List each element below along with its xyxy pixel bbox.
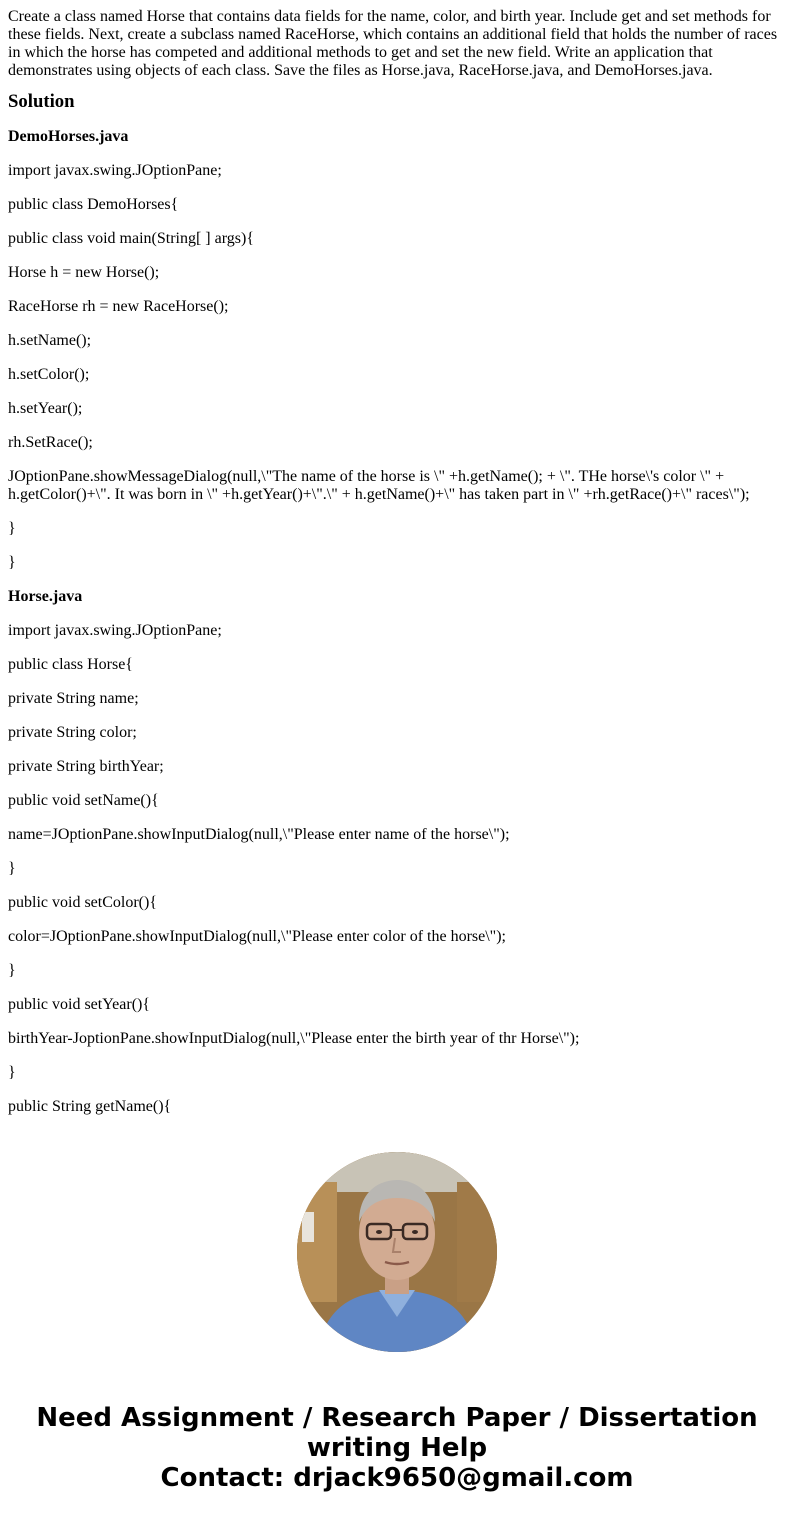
code-line: color=JOptionPane.showInputDialog(null,\"Please enter color of the horse\");	[8, 928, 506, 945]
code-line: public class Horse{	[8, 656, 133, 673]
code-line: name=JOptionPane.showInputDialog(null,\"Please enter name of the horse\");	[8, 826, 510, 843]
author-portrait-image	[297, 1152, 497, 1352]
code-line: birthYear-JoptionPane.showInputDialog(null,\"Please enter the birth year of thr Horse\");	[8, 1030, 580, 1047]
promo-avatar-block	[0, 1152, 794, 1352]
code-line: JOptionPane.showMessageDialog(null,\"The name of the horse is \" +h.getName(); + \". THe horse\'s color \" + h.getColor()+\". It was born in \" +h.getYear()+\".\" + h.getName()+\" has taken part in \" +rh.getRace()+\" races\");	[8, 468, 750, 503]
code-line: h.setName();	[8, 332, 92, 349]
code-line: }	[8, 520, 16, 537]
code-line: import javax.swing.JOptionPane;	[8, 162, 222, 179]
article-body	[8, 8, 786, 1122]
avatar	[297, 1152, 497, 1352]
code-line: }	[8, 860, 16, 877]
promo-headline	[0, 1403, 794, 1463]
code-line: }	[8, 962, 16, 979]
code-line: }	[8, 554, 16, 571]
code-line: private String color;	[8, 724, 137, 741]
question-text: Create a class named Horse that contains data fields for the name, color, and birth year. Include get and set methods for these fields. Next, create a subclass named RaceHorse, which contains an additional field that holds the number of races in which the horse has competed and additional methods to get and set the new field. Write an application that demonstrates using objects of each class. Save the files as Horse.java, RaceHorse.java, and DemoHorses.java.	[8, 8, 778, 79]
code-line: h.setYear();	[8, 400, 83, 417]
code-line: rh.SetRace();	[8, 434, 93, 451]
promo-contact: Contact: drjack9650@gmail.com	[160, 1463, 634, 1493]
promo-line-1: Need Assignment / Research Paper / Dissertation	[36, 1403, 758, 1433]
code-line: public void setYear(){	[8, 996, 151, 1013]
file-title-horse: Horse.java	[8, 588, 83, 605]
solution-heading: Solution	[8, 91, 75, 112]
code-line: Horse h = new Horse();	[8, 264, 160, 281]
code-line: }	[8, 1064, 16, 1081]
code-line: public class DemoHorses{	[8, 196, 179, 213]
code-line: public void setColor(){	[8, 894, 157, 911]
code-line: private String birthYear;	[8, 758, 164, 775]
file-title-demohorses: DemoHorses.java	[8, 128, 129, 145]
code-line: public String getName(){	[8, 1098, 172, 1115]
code-line: h.setColor();	[8, 366, 90, 383]
code-line: private String name;	[8, 690, 139, 707]
promo-line-2: writing Help	[306, 1433, 488, 1463]
code-line: import javax.swing.JOptionPane;	[8, 622, 222, 639]
code-line: RaceHorse rh = new RaceHorse();	[8, 298, 229, 315]
code-line: public void setName(){	[8, 792, 159, 809]
code-line: public class void main(String[ ] args){	[8, 230, 255, 247]
